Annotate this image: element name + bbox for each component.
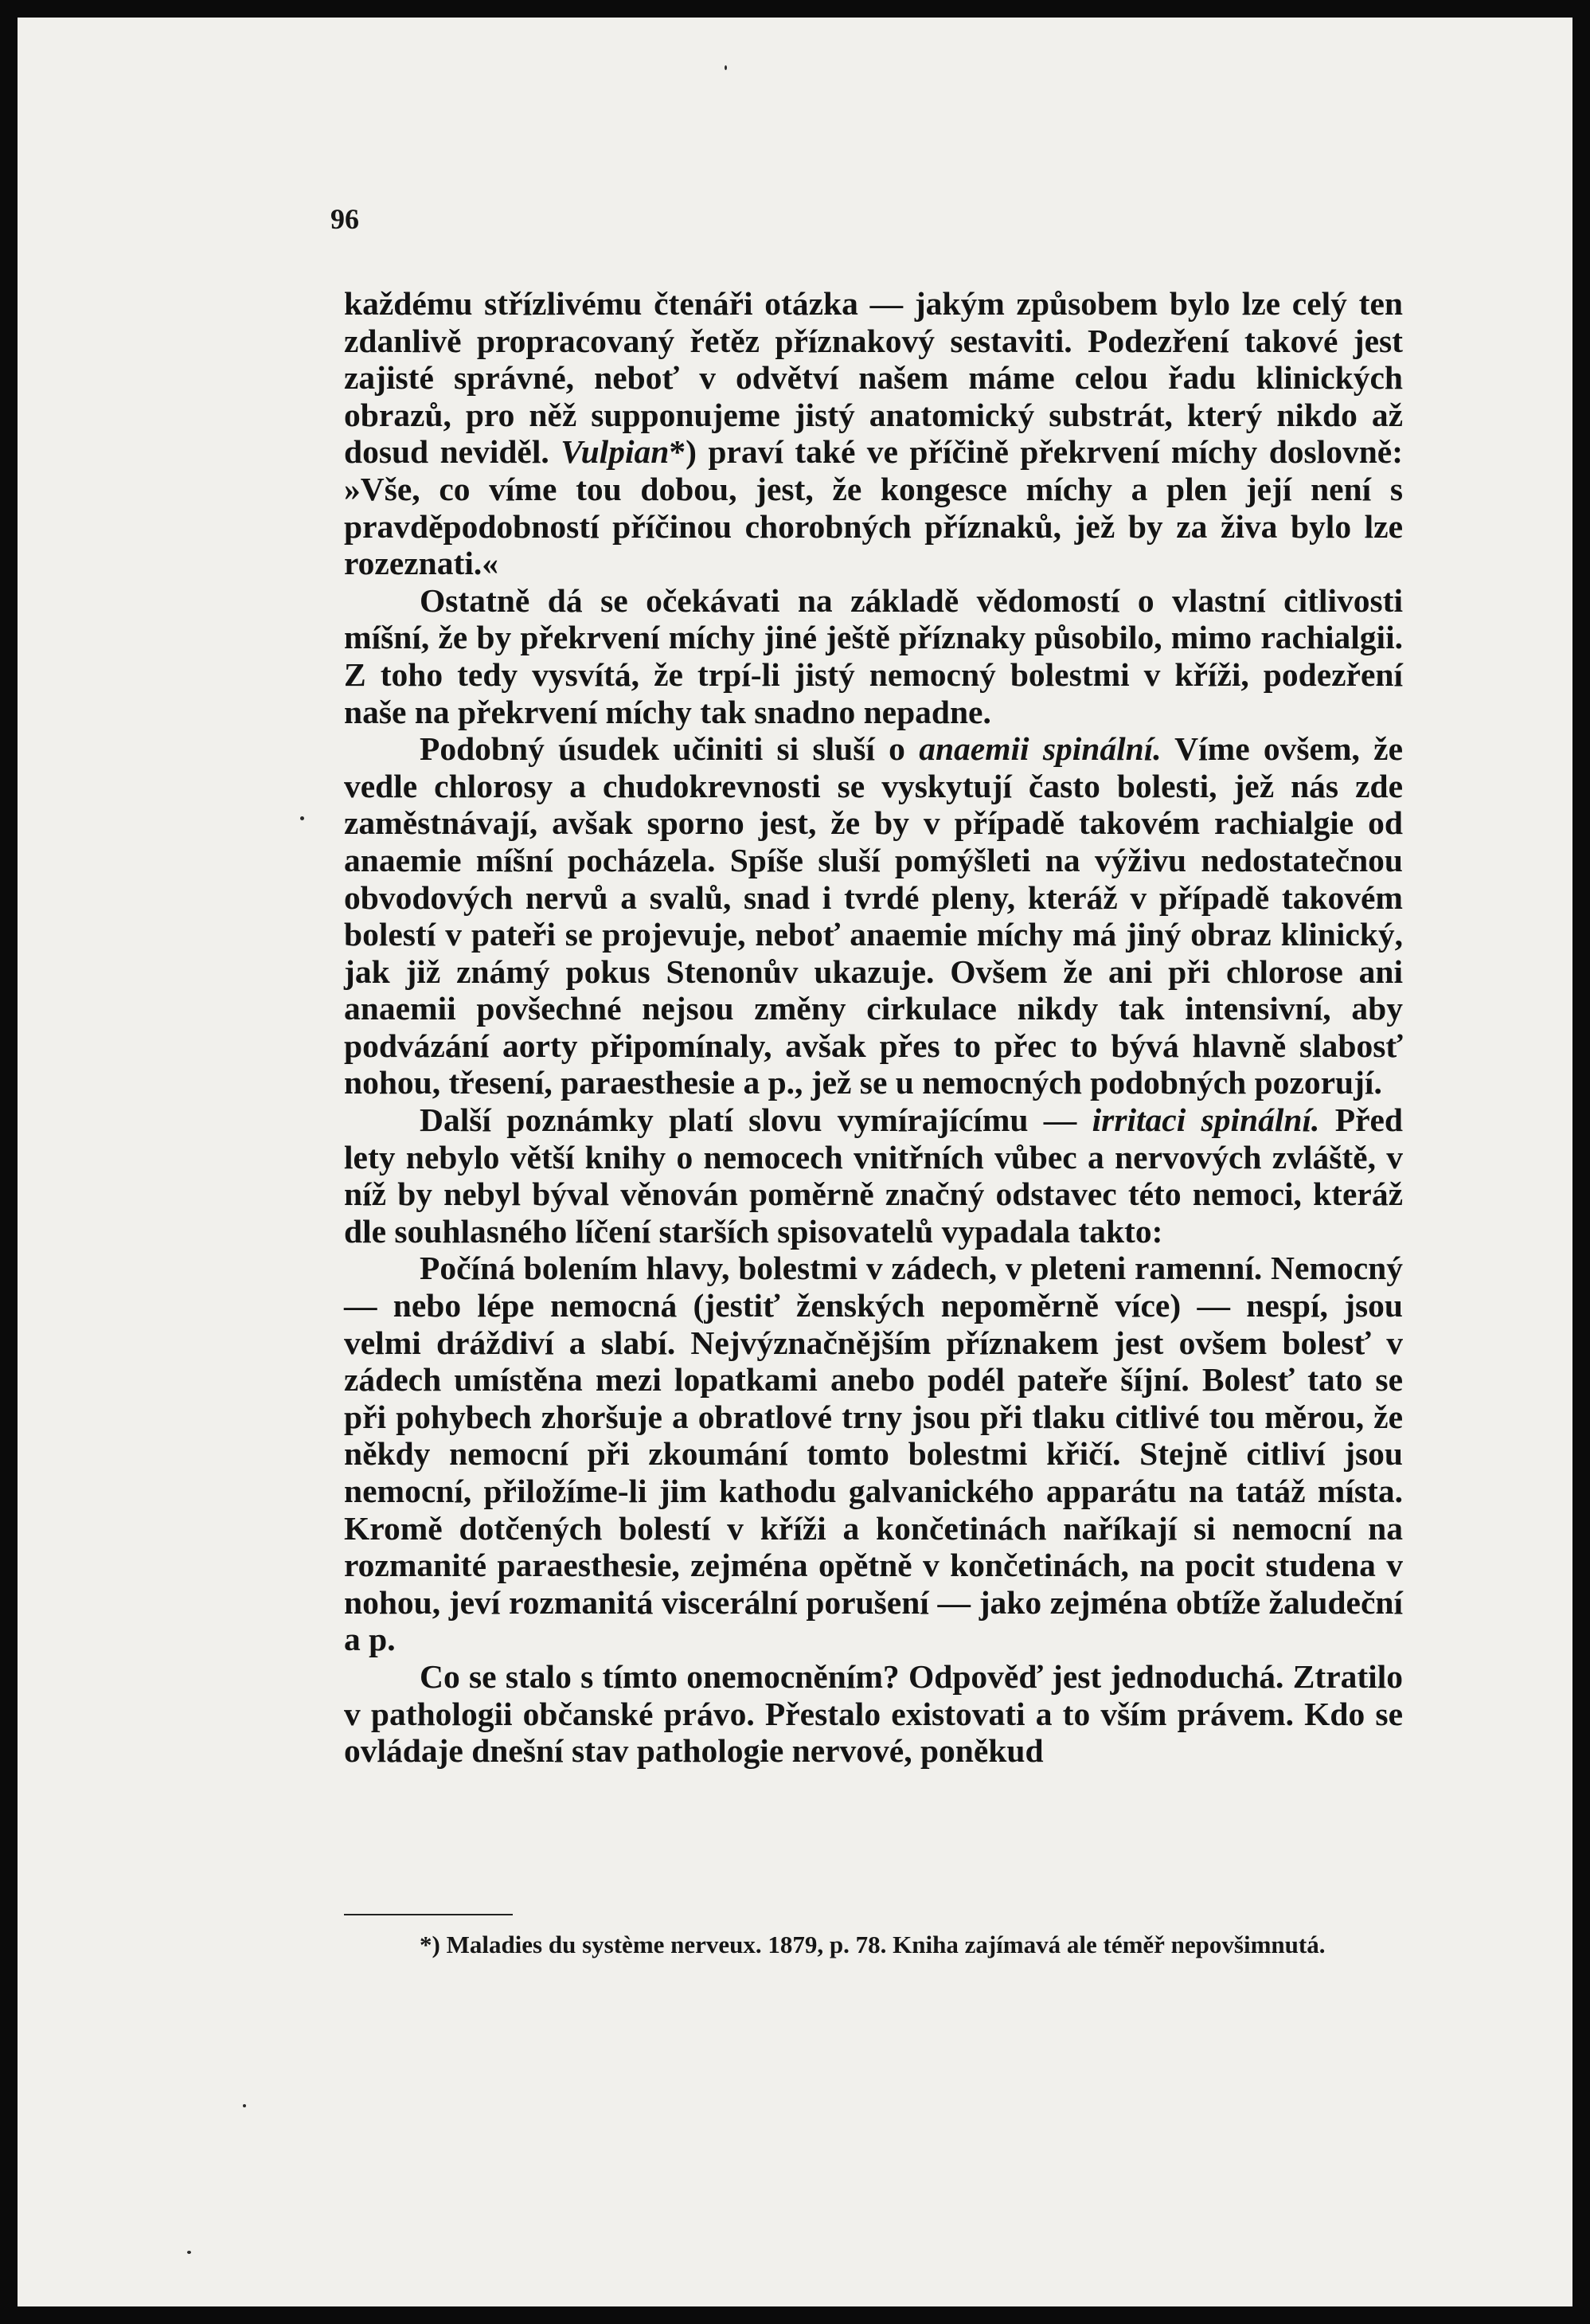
term-anaemia-spinalis: anaemii spinální. xyxy=(919,730,1162,768)
paragraph-3-lead: Podobný úsudek učiniti si sluší o xyxy=(420,730,905,768)
body-text xyxy=(344,285,1403,1770)
page-number: 96 xyxy=(330,203,359,235)
author-name-vulpian: Vulpian xyxy=(561,433,670,471)
footnote-marker: *) xyxy=(669,433,697,471)
footnote-separator xyxy=(344,1914,513,1915)
footnote-text: *) Maladies du système nerveux. 1879, p. 78. Kniha zajímavá ale téměř nepovšimnutá. xyxy=(420,1931,1326,1958)
paragraph-5: Počíná bolením hlavy, bolestmi v zádech, v pleteni ramenní. Nemocný — nebo lépe nemocná (jestiť ženských nepoměrně více) — nespí, jsou velmi dráždiví a slabí. Nejvýznačnějším příznakem jest ovšem bolesť v zádech umístěna mezi lopatkami anebo podél pateře šíjní. Bolesť tato se při pohybech zhoršuje a obratlové trny jsou při tlaku citlivé tou měrou, že někdy nemocní při zkoumání tomto bolestmi křičí. Stejně citliví jsou nemocní, přiložíme-li jim kathodu galvanického apparátu na tatáž místa. Kromě dotčených bolestí v kříži a končetinách naříkají si nemocní na rozmanité paraesthesie, zejména opětně v končetinách, na pocit studena v nohou, jeví rozmanitá viscerální porušení — jako zejména obtíže žaludeční a p. xyxy=(344,1250,1403,1658)
scan-speck xyxy=(300,816,304,820)
paragraph-3 xyxy=(344,730,1403,1101)
paragraph-1-text: každému střízlivému čtenáři otázka — jakým způsobem bylo lze celý ten zdanlivě propracovaný řetěz příznakový sestaviti. Podezření takové jest zajisté správné, neboť v odvětví našem máme celou řadu klinických obrazů, pro něž supponujeme jistý anatomický substrát, který nikdo až dosud neviděl. xyxy=(344,285,1403,471)
paragraph-3-text: Víme ovšem, že vedle chlorosy a chudokrevnosti se vyskytují často bolesti, jež nás zde zaměstnávají, avšak sporno jest, že by v případě takovém rachialgie od anaemie míšní pocházela. Spíše sluší pomýšleti na výživu nedostatečnou obvodových nervů a svalů, snad i tvrdé pleny, kteráž v případě takovém bolestí v pateři se projevuje, neboť anaemie míchy má jiný obraz klinický, jak již známý pokus Stenonův ukazuje. Ovšem že ani při chlorose ani anaemii povšechné nejsou změny cirkulace nikdy tak intensivní, aby podvázání aorty připomínaly, avšak přes to přec to bývá hlavně slabosť nohou, třesení, paraesthesie a p., jež se u nemocných podobných pozorují. xyxy=(344,730,1404,1101)
paragraph-4 xyxy=(344,1101,1403,1250)
scan-speck xyxy=(243,2104,246,2107)
term-irritatio-spinalis: irritaci spinální. xyxy=(1092,1101,1320,1139)
paragraph-4-text: Před lety nebylo větší knihy o nemocech vnitřních vůbec a nervových zvláště, v níž by nebyl býval věnován poměrně značný odstavec této nemoci, kteráž dle souhlasného líčení starších spisovatelů vypadala takto: xyxy=(344,1101,1403,1250)
paragraph-1 xyxy=(344,285,1403,582)
scanned-page xyxy=(18,18,1572,2306)
paragraph-1-quote: praví také ve příčině překrvení míchy doslovně: »Vše, co víme tou dobou, jest, že kongesce míchy a plen její není s pravděpodobností příčinou chorobných příznaků, jež by za živa bylo lze rozeznati.« xyxy=(344,433,1404,582)
paragraph-2: Ostatně dá se očekávati na základě vědomostí o vlastní citlivosti míšní, že by překrvení míchy jiné ještě příznaky působilo, mimo rachialgii. Z toho tedy vysvítá, že trpí-li jistý nemocný bolestmi v kříži, podezření naše na překrvení míchy tak snadno nepadne. xyxy=(344,581,1403,730)
footnote xyxy=(344,1929,1403,1961)
paragraph-6: Co se stalo s tímto onemocněním? Odpověď jest jednoduchá. Ztratilo v pathologii občanské právo. Přestalo existovati a to vším právem. Kdo se ovládaje dnešní stav pathologie nervové, poněkud xyxy=(344,1657,1403,1770)
scan-speck xyxy=(187,2251,191,2254)
scan-speck xyxy=(725,65,727,70)
paragraph-4-lead: Další poznámky platí slovu vymírajícímu — xyxy=(420,1101,1077,1139)
